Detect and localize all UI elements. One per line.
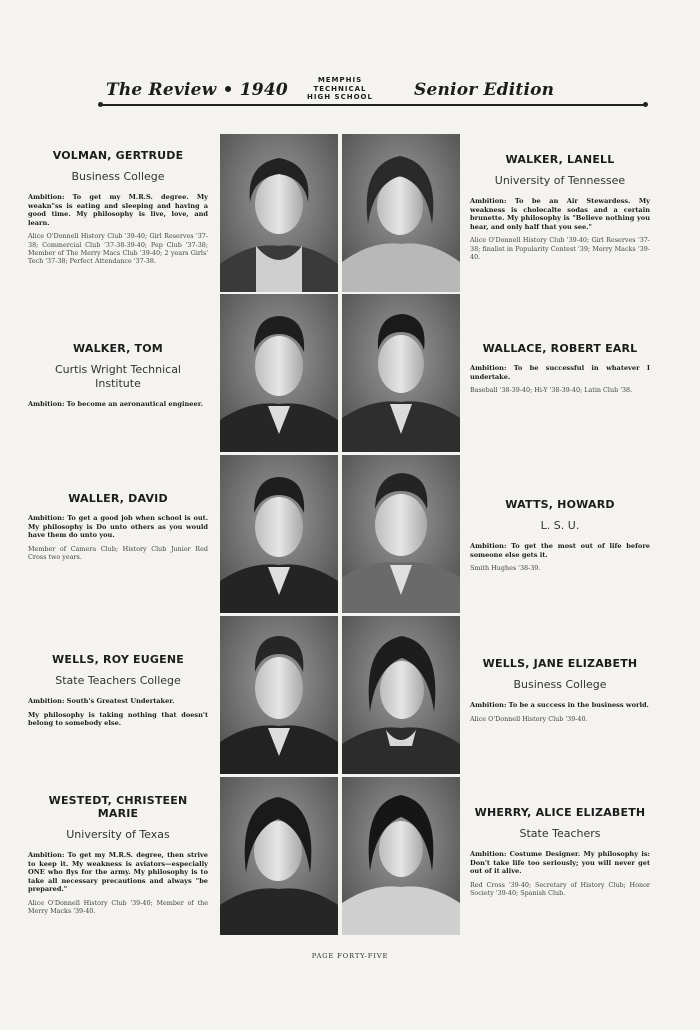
bio-walker-tom xyxy=(28,342,208,409)
student-activities: Alice O'Donnell History Club '39-40; Member of the Merry Macks '39-40. xyxy=(28,898,208,916)
student-ambition: Ambition: To get my M.R.S. degree, then strive to keep it. My weakness is aviators—especially ONE who flys for the army. My philosophy is to take all necessary precautions and always "be prepared." xyxy=(28,851,208,894)
student-name: WELLS, JANE ELIZABETH xyxy=(482,657,638,670)
portrait-wells-jane-elizabeth xyxy=(342,616,460,774)
school-line-3: HIGH SCHOOL xyxy=(307,93,373,101)
student-college: State Teachers xyxy=(519,827,601,840)
bio-wells-jane-elizabeth xyxy=(470,657,650,723)
student-activities: Member of Camera Club; History Club Junior Red Cross two years. xyxy=(28,544,208,561)
student-college: Business College xyxy=(71,170,165,183)
page-header xyxy=(100,70,645,106)
student-name: VOLMAN, GERTRUDE xyxy=(52,149,184,162)
portrait-wallace-robert-earl xyxy=(342,294,460,452)
bio-wherry-alice-elizabeth xyxy=(470,806,650,897)
student-ambition: Ambition: To get my M.R.S. degree. My weakn"ss is eating and sleeping and having a good time. My philosophy is live, love, and learn. xyxy=(28,193,208,227)
student-ambition: Ambition: To be an Air Stewardess. My weakness is cholocalte sodas and a certain brunette. My philosophy is "Believe nothing you hear, and only half that you see." xyxy=(470,197,650,231)
student-college: State Teachers College xyxy=(55,674,181,687)
portrait-westedt-christeen-marie xyxy=(220,777,338,935)
student-ambition: Ambition: To become an aeronautical engineer. xyxy=(28,400,203,408)
bio-wells-roy-eugene xyxy=(28,653,208,728)
student-philosophy: My philosophy is taking nothing that doesn't belong to somebody else. xyxy=(28,710,208,728)
student-college: L. S. U. xyxy=(540,519,580,532)
student-ambition: Ambition: To get a good job when school is out. My philosophy is Do unto others as you would have them do unto you. xyxy=(28,514,208,540)
portrait-waller-david xyxy=(220,455,338,613)
student-name: WELLS, ROY EUGENE xyxy=(52,653,184,666)
header-rule xyxy=(100,104,646,106)
header-school-name xyxy=(300,76,380,102)
student-name: WALKER, LANELL xyxy=(505,153,615,166)
portrait-volman-gertrude xyxy=(220,134,338,292)
student-activities: Smith Hughes '38-39. xyxy=(470,564,541,573)
page-number: PAGE FORTY-FIVE xyxy=(311,952,389,960)
student-name: WHERRY, ALICE ELIZABETH xyxy=(474,806,646,819)
portrait-watts-howard xyxy=(342,455,460,613)
student-name: WALKER, TOM xyxy=(73,342,163,355)
student-activities: Baseball '38-39-40; Hi-Y '38-39-40; Latin Club '38. xyxy=(470,386,633,395)
student-activities: Red Cross '39-40; Secretary of History Club; Honor Society '39-40; Spanish Club. xyxy=(470,880,650,897)
student-college: Curtis Wright Technical Institute xyxy=(54,363,181,390)
student-ambition: Ambition: To get the most out of life before someone else gets it. xyxy=(470,542,650,559)
bio-waller-david xyxy=(28,492,208,561)
student-name: WALLACE, ROBERT EARL xyxy=(482,342,638,355)
student-activities: Alice O'Donnell History Club '39-40; Girl Reserves '37-38; finalist in Popularity Contest '39; Merry Macks '39-40. xyxy=(470,236,650,261)
student-ambition: Ambition: Costume Designer. My philosophy is: Don't take life too seriously; you will never get out of it alive. xyxy=(470,850,650,876)
student-name: WESTEDT, CHRISTEEN MARIE xyxy=(48,794,188,820)
bio-walker-lanell xyxy=(470,153,650,261)
bio-wallace-robert-earl xyxy=(470,342,650,394)
portrait-wells-roy-eugene xyxy=(220,616,338,774)
student-name: WATTS, HOWARD xyxy=(505,498,615,511)
bio-westedt-christeen-marie xyxy=(28,794,208,915)
student-college: University of Tennessee xyxy=(494,174,626,187)
student-ambition: Ambition: South's Greatest Undertaker. xyxy=(28,697,175,705)
portrait-walker-lanell xyxy=(342,134,460,292)
school-line-1: MEMPHIS xyxy=(317,76,363,84)
student-name: WALLER, DAVID xyxy=(68,492,168,505)
header-right-title: Senior Edition xyxy=(414,80,555,100)
student-activities: Alice O'Donnell History Club '39-40; Girl Reserves '37-38; Commercial Club '37-38-39-40; Pep Club '37-38; Member of The Merry Macs Club '39-40; 2 years Girls' Tech '37-38; Perfect Attendance '37-38. xyxy=(28,232,208,265)
portrait-wherry-alice-elizabeth xyxy=(342,777,460,935)
student-ambition: Ambition: To be a success in the business world. xyxy=(470,701,649,709)
header-left-title: The Review • 1940 xyxy=(106,80,288,100)
bio-watts-howard xyxy=(470,498,650,572)
portrait-walker-tom xyxy=(220,294,338,452)
school-line-2: TECHNICAL xyxy=(313,84,367,93)
student-ambition: Ambition: To be successful in whatever I undertake. xyxy=(470,364,650,381)
student-college: University of Texas xyxy=(66,828,170,841)
student-activities: Alice O'Donnell History Club '39-40. xyxy=(470,714,588,723)
student-college: Business College xyxy=(513,678,607,691)
bio-volman-gertrude xyxy=(28,149,208,265)
